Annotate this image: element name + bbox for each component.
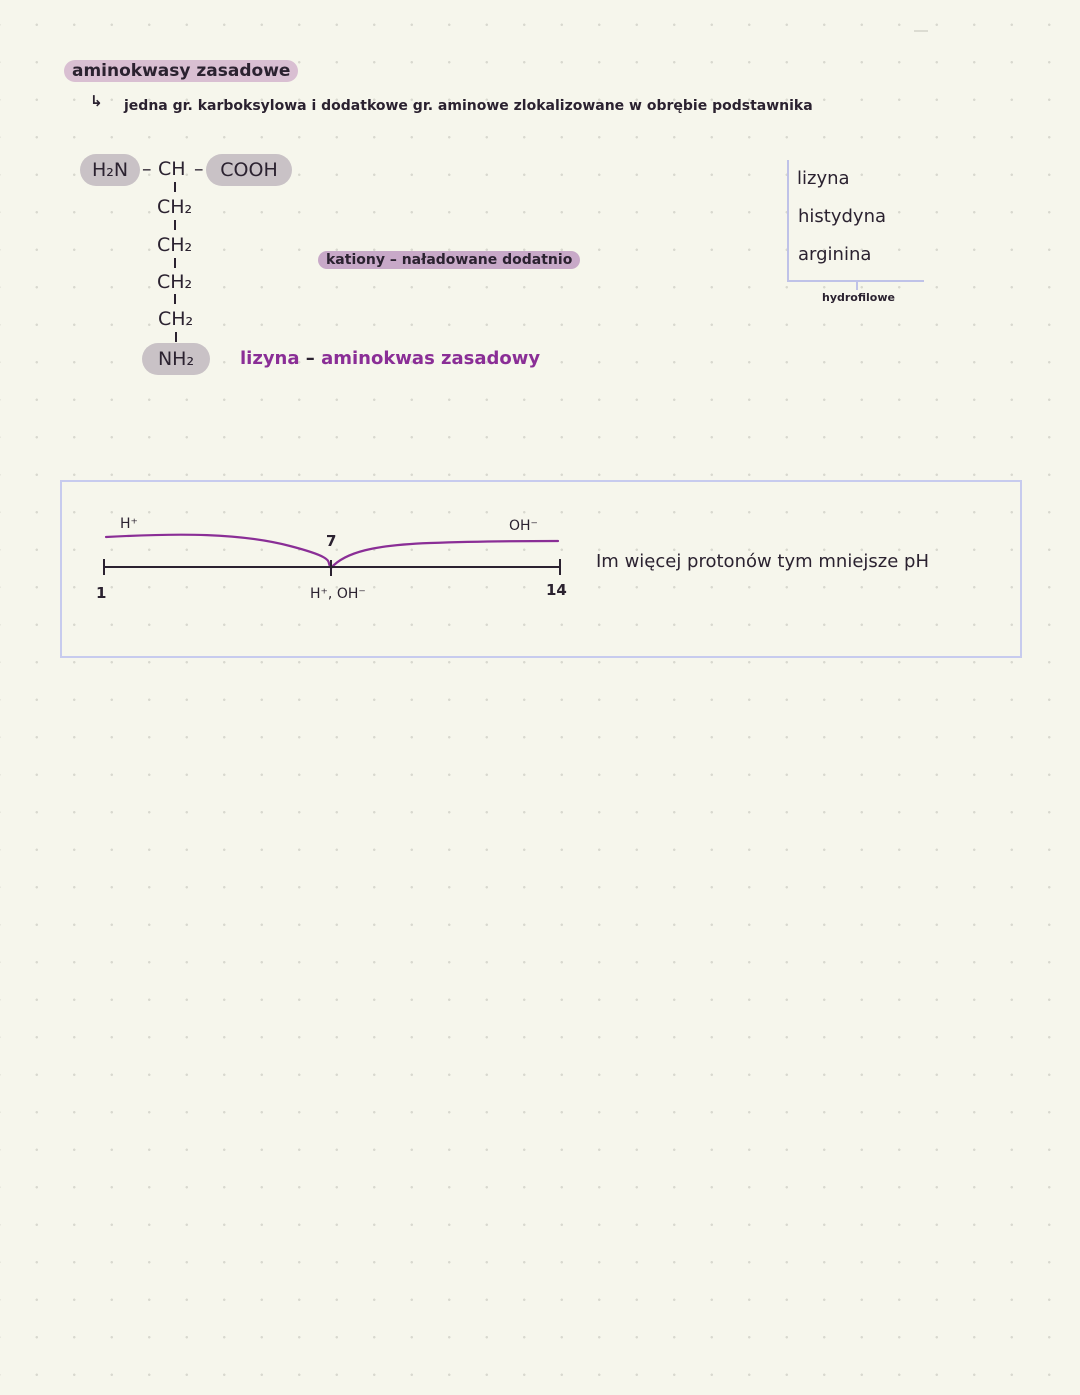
bond-left: – [142,158,152,180]
list-item: lizyna [797,168,850,189]
list-item: histydyna [798,206,887,227]
lysine-desc: aminokwas zasadowy [321,348,541,369]
cations-dash: – [389,252,402,268]
cations-label: kationy [326,252,385,268]
arrow-icon: ↳ [90,92,103,110]
page-title: aminokwasy zasadowe [64,60,298,82]
ph-neutral-ions: H⁺, OH⁻ [310,586,366,602]
list-caption: hydrofilowe [822,291,895,304]
lysine-name: lizyna [240,348,300,369]
nh2-group: NH₂ [142,343,210,375]
ph-min-label: 1 [96,584,107,602]
lysine-dash: – [305,348,315,369]
chain-ch2-2: CH₂ [157,234,193,256]
ph-note: Im więcej protonów tym mniejsze pH [596,551,929,572]
chain-ch2-4: CH₂ [158,308,194,330]
ph-neutral-value: 7 [326,532,337,550]
ph-right-ion: OH⁻ [509,518,538,534]
ph-left-ion: H⁺ [120,516,138,532]
cooh-group: COOH [206,154,292,186]
alpha-carbon: CH [158,158,186,180]
chain-ch2-1: CH₂ [157,196,193,218]
chain-ch2-3: CH₂ [157,271,193,293]
subtitle: jedna gr. karboksylowa i dodatkowe gr. aminowe zlokalizowane w obrębie podstawnika [124,98,813,114]
ph-max-label: 14 [546,581,567,599]
bond-right: – [194,158,204,180]
cations-desc: naładowane dodatnio [401,252,573,268]
h2n-group: H₂N [80,154,140,186]
list-item: arginina [798,244,872,265]
